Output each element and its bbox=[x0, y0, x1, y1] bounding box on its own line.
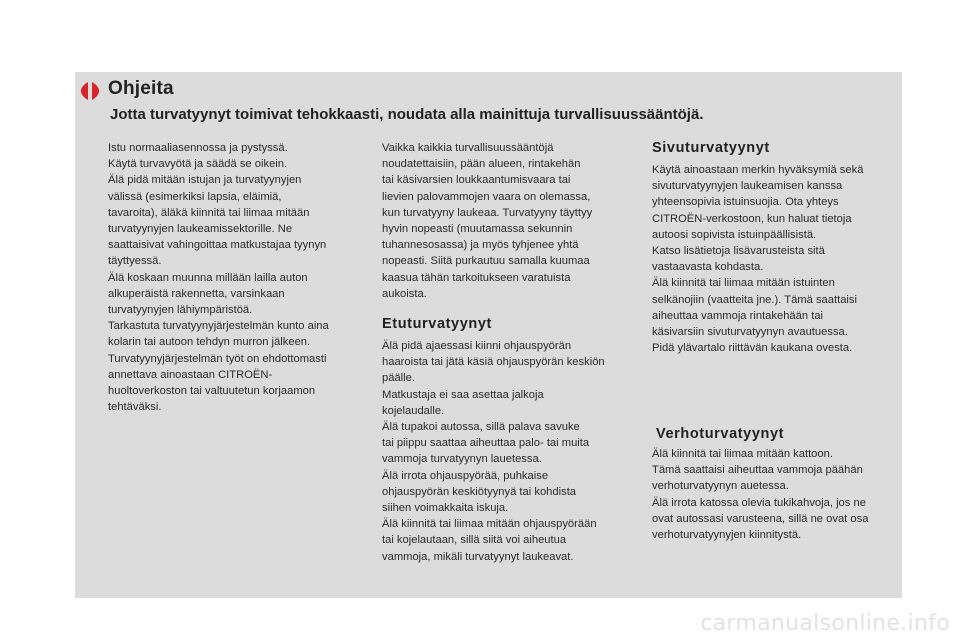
text-line: hyvin nopeasti (muutamassa sekunnin bbox=[382, 223, 573, 236]
text-line: alkuperäistä rakennetta, varsinkaan bbox=[108, 287, 285, 300]
text-line: käsivarsiin sivuturvatyynyn avautuessa. bbox=[652, 326, 848, 339]
text-line: nopeasti. Siitä purkautuu samalla kuumaa bbox=[382, 255, 590, 268]
text-line: turvatyynyjen lähiympäristöä. bbox=[108, 304, 253, 317]
text-line: vammoja, mikäli turvatyynyt laukeavat. bbox=[382, 550, 574, 563]
text-line: Tämä saattaisi aiheuttaa vammoja päähän bbox=[652, 464, 863, 477]
text-line: kojelaudalle. bbox=[382, 404, 445, 417]
text-line: CITROËN-verkostoon, kun haluat tietoja bbox=[652, 212, 852, 225]
text-line: ohjauspyörän keskiötyynyä tai kohdista bbox=[382, 485, 577, 498]
text-line: välissä (esimerkiksi lapsia, eläimiä, bbox=[108, 190, 282, 203]
text-line: siihen voimakkaita iskuja. bbox=[382, 502, 509, 515]
text-line: Turvatyynyjärjestelmän työt on ehdottomasti bbox=[108, 352, 327, 365]
text-line: sivuturvatyynyjen laukeamisen kanssa bbox=[652, 180, 843, 193]
text-line: Käytä turvavyötä ja säädä se oikein. bbox=[108, 158, 288, 171]
text-line: Älä pidä ajaessasi kiinni ohjauspyörän bbox=[382, 340, 572, 352]
text-line: tai kojelautaan, sillä siitä voi aiheutua bbox=[382, 534, 567, 547]
text-line: päälle. bbox=[382, 372, 415, 385]
text-line: ovat autossasi varusteena, sillä ne ovat osa bbox=[652, 512, 869, 525]
text-line: vammoja turvatyynyn lauetessa. bbox=[382, 453, 542, 466]
text-line: autoosi sopivista istuinpäällisistä. bbox=[652, 228, 817, 241]
text-line: tavaroita), äläkä kiinnitä tai liimaa mitään bbox=[108, 206, 310, 219]
page-subtitle: Jotta turvatyynyt toimivat tehokkaasti, noudata alla mainittuja turvallisuussääntöjä. bbox=[110, 106, 704, 123]
text-line: kolarin tai autoon tehdyn murron jälkeen. bbox=[108, 336, 311, 349]
side-airbags-text bbox=[652, 162, 900, 356]
front-airbags-heading: Etuturvatyynyt bbox=[382, 316, 492, 332]
text-line: Älä pidä mitään istujan ja turvatyynyjen bbox=[108, 174, 302, 187]
text-line: selkänojiin (vaatteita jne.). Tämä saattaisi bbox=[652, 293, 857, 306]
general-instructions bbox=[108, 140, 358, 415]
text-line: yhteensopivia istuinsuojia. Ota yhteys bbox=[652, 196, 839, 209]
text-line: tehtäväksi. bbox=[108, 401, 162, 414]
text-line: haaroista tai jätä käsiä ohjauspyörän keskiön bbox=[382, 356, 605, 369]
text-line: täyttyessä. bbox=[108, 255, 162, 268]
front-airbags-text bbox=[382, 338, 634, 565]
curtain-airbags-text bbox=[652, 446, 900, 543]
text-line: Istu normaaliasennossa ja pystyssä. bbox=[108, 142, 288, 154]
text-line: kun turvatyyny laukeaa. Turvatyyny täyttyy bbox=[382, 206, 593, 219]
text-line: Katso lisätietoja lisävarusteista sitä bbox=[652, 245, 825, 258]
side-airbags-heading: Sivuturvatyynyt bbox=[652, 140, 770, 156]
text-line: turvatyynyjen laukeamissektorille. Ne bbox=[108, 223, 293, 236]
text-line: lievien palovammojen vaara on olemassa, bbox=[382, 190, 591, 203]
text-line: Käytä ainoastaan merkin hyväksymiä sekä bbox=[652, 164, 864, 176]
curtain-airbags-heading: Verhoturvatyynyt bbox=[656, 426, 785, 442]
text-line: Vaikka kaikkia turvallisuussääntöjä bbox=[382, 142, 554, 154]
text-line: Tarkastuta turvatyynyjärjestelmän kunto aina bbox=[108, 320, 329, 333]
text-line: tai piippu saattaa aiheuttaa palo- tai muita bbox=[382, 437, 590, 450]
text-line: noudatettaisiin, pään alueen, rintakehän bbox=[382, 158, 581, 171]
text-line: verhoturvatyynyjen kiinnitystä. bbox=[652, 529, 802, 542]
text-line: aiheuttaa vammoja rintakehään tai bbox=[652, 309, 824, 322]
text-line: Älä irrota ohjauspyörää, puhkaise bbox=[382, 469, 549, 482]
text-line: annettava ainoastaan CITROËN- bbox=[108, 368, 273, 381]
text-line: huoltoverkoston tai valtuutetun korjaamon bbox=[108, 385, 316, 398]
text-line: aukoista. bbox=[382, 287, 427, 300]
page-title: Ohjeita bbox=[108, 78, 174, 99]
text-line: Älä irrota katossa olevia tukikahvoja, jos ne bbox=[652, 496, 866, 509]
text-line: Älä koskaan muunna millään lailla auton bbox=[108, 271, 308, 284]
text-line: Älä kiinnitä tai liimaa mitään ohjauspyörään bbox=[382, 518, 597, 531]
text-line: tai käsivarsien loukkaantumisvaara tai bbox=[382, 174, 571, 187]
text-line: Älä kiinnitä tai liimaa mitään istuinten bbox=[652, 277, 835, 290]
text-line: Matkustaja ei saa asettaa jalkoja bbox=[382, 388, 544, 401]
warning-icon bbox=[79, 80, 101, 102]
text-line: saattaisivat vahingoittaa matkustajaa tyynyn bbox=[108, 239, 327, 252]
text-line: Älä tupakoi autossa, sillä palava savuke bbox=[382, 421, 580, 434]
text-line: tuhannesosassa) ja myös tyhjenee yhtä bbox=[382, 239, 579, 252]
text-line: Pidä ylävartalo riittävän kaukana ovesta. bbox=[652, 342, 853, 355]
text-line: Älä kiinnitä tai liimaa mitään kattoon. bbox=[652, 448, 833, 460]
text-line: vastaavasta kohdasta. bbox=[652, 261, 764, 274]
watermark: carmanualsonline.info bbox=[700, 611, 950, 636]
text-line: kaasua tähän tarkoitukseen varatuista bbox=[382, 271, 571, 284]
text-line: verhoturvatyynyn auetessa. bbox=[652, 480, 789, 493]
general-warning bbox=[382, 140, 634, 302]
